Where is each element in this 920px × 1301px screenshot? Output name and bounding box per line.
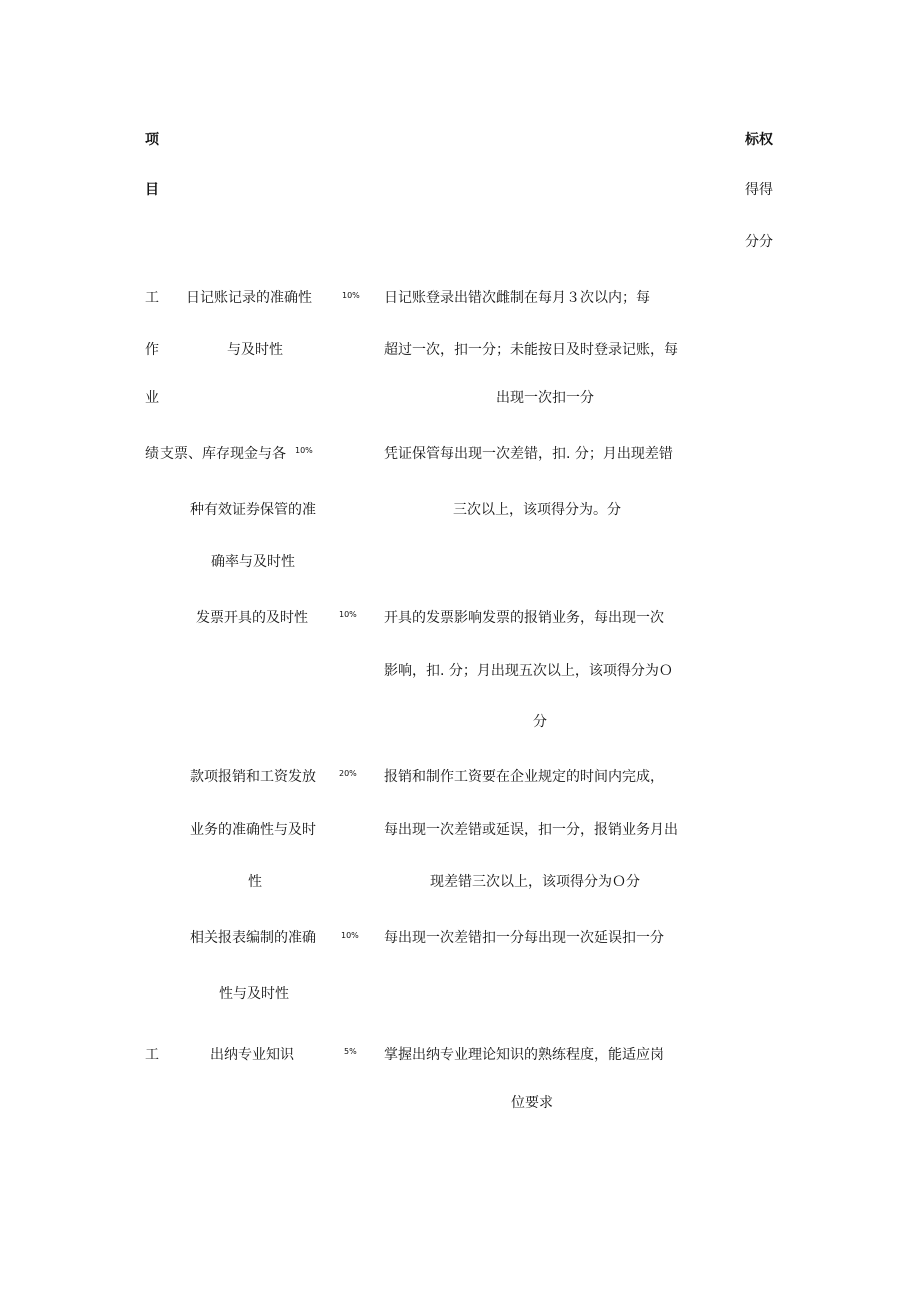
row-4-criteria-line-2: 每出现一次差错或延误，扣一分，报销业务月出 — [384, 822, 678, 838]
row-2-weight: 10% — [295, 446, 313, 455]
row-1-item-line-1: 日记账记录的准确性 — [186, 290, 312, 306]
header-project-char-2: 目 — [145, 182, 159, 198]
category-1-char-1: 工 — [145, 290, 159, 306]
row-5-weight: 10% — [341, 931, 359, 940]
row-4-criteria-line-3: 现差错三次以上，该项得分为Ｏ分 — [430, 874, 640, 890]
row-2-criteria-line-1: 凭证保管每出现一次差错，扣. 分；月出现差错 — [384, 446, 673, 462]
row-5-item-line-2: 性与及时性 — [219, 986, 289, 1002]
header-right-line-2: 得得 — [745, 182, 773, 198]
row-3-criteria-line-3: 分 — [533, 714, 547, 730]
row-3-item-line-1: 发票开具的及时性 — [196, 610, 308, 626]
row-3-weight: 10% — [339, 610, 357, 619]
row-2-criteria-line-2: 三次以上，该项得分为。分 — [453, 502, 621, 518]
row-1-weight: 10% — [342, 291, 360, 300]
row-5-criteria-line-1: 每出现一次差错扣一分每出现一次延误扣一分 — [384, 930, 664, 946]
row-4-criteria-line-1: 报销和制作工资要在企业规定的时间内完成， — [384, 769, 664, 785]
header-project-char-1: 项 — [145, 132, 159, 148]
row-3-criteria-line-2: 影响，扣. 分；月出现五次以上，该项得分为Ｏ — [384, 663, 673, 679]
row-1-item-line-2: 与及时性 — [227, 342, 283, 358]
row-6-weight: 5% — [344, 1047, 357, 1056]
category-1-char-2: 作 — [145, 342, 159, 358]
category-2-char-1: 工 — [145, 1047, 159, 1063]
row-6-criteria-line-1: 掌握出纳专业理论知识的熟练程度，能适应岗 — [384, 1047, 664, 1063]
row-4-item-line-2: 业务的准确性与及时 — [190, 822, 316, 838]
category-1-char-4: 绩 — [145, 446, 159, 462]
row-5-item-line-1: 相关报表编制的准确 — [190, 930, 316, 946]
header-right-line-3: 分分 — [745, 234, 773, 250]
row-1-criteria-line-2: 超过一次，扣一分；未能按日及时登录记账，每 — [384, 342, 678, 358]
row-1-criteria-line-3: 出现一次扣一分 — [496, 390, 594, 406]
category-1-char-3: 业 — [145, 390, 159, 406]
row-2-item-line-3: 确率与及时性 — [211, 554, 295, 570]
row-6-criteria-line-2: 位要求 — [511, 1095, 553, 1111]
row-3-criteria-line-1: 开具的发票影响发票的报销业务，每出现一次 — [384, 610, 664, 626]
row-4-item-line-1: 款项报销和工资发放 — [190, 769, 316, 785]
row-1-criteria-line-1: 日记账登录出错次雌制在每月３次以内；每 — [384, 290, 650, 306]
row-4-weight: 20% — [339, 769, 357, 778]
row-2-item-line-2: 种有效证券保管的准 — [190, 502, 316, 518]
header-right-line-1: 标权 — [745, 132, 773, 148]
row-4-item-line-3: 性 — [248, 874, 262, 890]
row-2-item-line-1: 支票、库存现金与各 — [160, 446, 286, 462]
row-6-item-line-1: 出纳专业知识 — [210, 1047, 294, 1063]
